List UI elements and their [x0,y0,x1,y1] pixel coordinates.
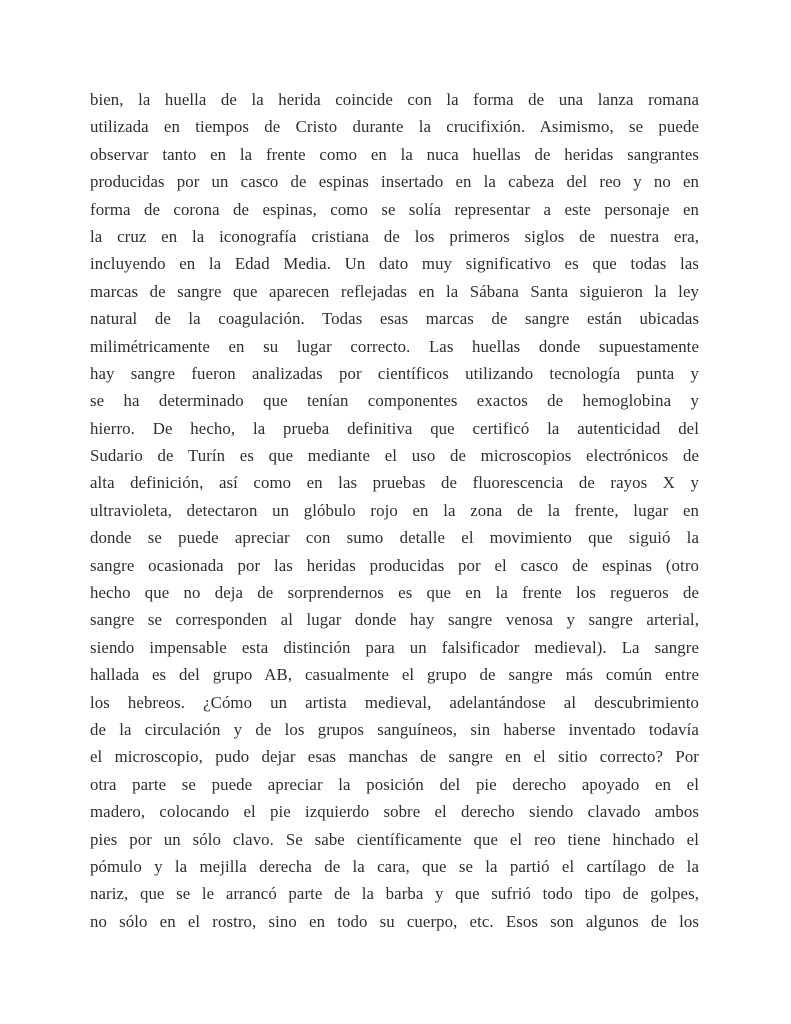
text-line: madero, colocando el pie izquierdo sobre el derecho siendo clavado ambos [90,802,699,822]
text-line: Sudario de Turín es que mediante el uso de microscopios electrónicos de [90,446,699,466]
text-line: nariz, que se le arrancó parte de la barba y que sufrió todo tipo de golpes, [90,884,699,904]
text-line: milimétricamente en su lugar correcto. Las huellas donde supuestamente [90,336,699,356]
text-line: hierro. De hecho, la prueba definitiva que certificó la autenticidad del [90,418,699,438]
text-line: el microscopio, pudo dejar esas manchas de sangre en el sitio correcto? Por [90,747,699,767]
text-line: ultravioleta, detectaron un glóbulo rojo en la zona de la frente, lugar en [90,500,699,520]
text-line: hecho que no deja de sorprendernos es que en la frente los regueros de [90,583,699,603]
text-line: se ha determinado que tenían componentes exactos de hemoglobina y [90,391,699,411]
text-line: otra parte se puede apreciar la posición del pie derecho apoyado en el [90,774,699,794]
text-line: los hebreos. ¿Cómo un artista medieval, adelantándose al descubrimiento [90,692,699,712]
text-line: forma de corona de espinas, como se solía representar a este personaje en [90,199,699,219]
text-line: siendo impensable esta distinción para un falsificador medieval). La sangre [90,637,699,657]
text-line: pies por un sólo clavo. Se sabe científicamente que el reo tiene hinchado el [90,829,699,849]
text-line: marcas de sangre que aparecen reflejadas en la Sábana Santa siguieron la ley [90,281,699,301]
text-line: observar tanto en la frente como en la nuca huellas de heridas sangrantes [90,144,699,164]
text-line: la cruz en la iconografía cristiana de los primeros siglos de nuestra era, [90,226,699,246]
text-line: no sólo en el rostro, sino en todo su cuerpo, etc. Esos son algunos de los [90,911,699,931]
text-line: donde se puede apreciar con sumo detalle el movimiento que siguió la [90,528,699,548]
text-line: sangre ocasionada por las heridas producidas por el casco de espinas (otro [90,555,699,575]
text-line: producidas por un casco de espinas insertado en la cabeza del reo y no en [90,172,699,192]
text-line: hay sangre fueron analizadas por científicos utilizando tecnología punta y [90,363,699,383]
text-line: bien, la huella de la herida coincide con la forma de una lanza romana [90,90,699,109]
text-line: hallada es del grupo AB, casualmente el grupo de sangre más común entre [90,665,699,685]
text-line: de la circulación y de los grupos sanguíneos, sin haberse inventado todavía [90,719,699,739]
text-line: sangre se corresponden al lugar donde hay sangre venosa y sangre arterial, [90,610,699,630]
text-line: pómulo y la mejilla derecha de la cara, que se la partió el cartílago de la [90,856,699,876]
text-line: alta definición, así como en las pruebas de fluorescencia de rayos X y [90,473,699,493]
text-line: natural de la coagulación. Todas esas marcas de sangre están ubicadas [90,309,699,329]
text-line: utilizada en tiempos de Cristo durante la crucifixión. Asimismo, se puede [90,117,699,137]
text-line: incluyendo en la Edad Media. Un dato muy significativo es que todas las [90,254,699,274]
text-block [90,86,699,935]
